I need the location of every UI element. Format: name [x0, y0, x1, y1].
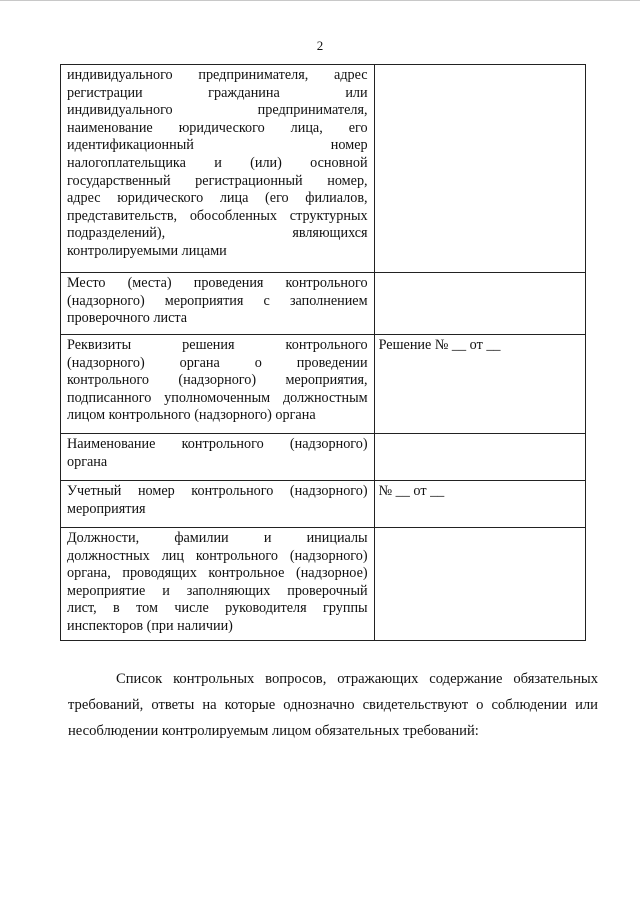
row-label — [61, 434, 375, 481]
paragraph-line: несоблюдении контролируемым лицом обязательных требований: — [68, 723, 479, 739]
row-label-line: представительств, обособленных структурных — [67, 207, 368, 224]
row-label-line: Учетный номер контрольного (надзорного) — [67, 483, 368, 499]
row-label-line: мероприятия — [67, 500, 146, 517]
row-label-line: Реквизиты решения контрольного — [67, 337, 368, 353]
row-label-line: Место (места) проведения контрольного — [67, 275, 368, 291]
row-label-line: (надзорного) органа о проведении — [67, 354, 368, 371]
row-label-line: инспекторов (при наличии) — [67, 617, 233, 634]
row-label-line: наименование юридического лица, его — [67, 119, 368, 136]
row-value — [374, 273, 585, 335]
row-label-line: мероприятие и заполняющих проверочный — [67, 582, 368, 599]
paragraph-line: требований, ответы на которые однозначно свидетельствуют о соблюдении или — [68, 697, 598, 713]
row-label-line: подписанного уполномоченным должностным — [67, 389, 368, 406]
row-value — [374, 65, 585, 273]
row-value: № __ от __ — [374, 481, 585, 528]
row-label — [61, 65, 375, 273]
row-label-line: регистрации гражданина или — [67, 84, 368, 101]
inspection-form-table — [60, 64, 586, 641]
row-value: Решение № __ от __ — [374, 335, 585, 434]
row-label-line: налогоплательщика и (или) основной — [67, 154, 368, 171]
row-label-line: органа — [67, 453, 108, 470]
row-label-line: адрес юридического лица (его филиалов, — [67, 190, 368, 207]
table-row — [61, 335, 586, 434]
row-label — [61, 335, 375, 434]
row-label-line: государственный регистрационный номер, — [67, 172, 368, 189]
row-label-line: Должности, фамилии и инициалы — [67, 530, 368, 546]
row-label-line: контрольного (надзорного) мероприятия, — [67, 372, 368, 389]
row-label-line: идентификационный номер — [67, 137, 368, 154]
row-label — [61, 528, 375, 641]
row-label-line: подразделений), являющихся — [67, 225, 368, 242]
row-value — [374, 528, 585, 641]
checklist-intro-paragraph — [68, 666, 598, 744]
row-value — [374, 434, 585, 481]
row-label — [61, 481, 375, 528]
page-number: 2 — [316, 38, 324, 53]
row-label — [61, 273, 375, 335]
table-row — [61, 65, 586, 273]
row-label-line: должностных лиц контрольного (надзорного) — [67, 547, 368, 564]
row-label-line: лицом контрольного (надзорного) органа — [67, 407, 316, 424]
row-label-line: проверочного листа — [67, 310, 188, 327]
row-label-line: Наименование контрольного (надзорного) — [67, 436, 368, 452]
paragraph-line: Список контрольных вопросов, отражающих содержание обязательных — [116, 671, 598, 687]
row-label-line: органа, проводящих контрольное (надзорное) — [67, 565, 368, 582]
row-label-line: индивидуального предпринимателя, — [67, 102, 368, 119]
table-row — [61, 528, 586, 641]
row-label-line: контролируемыми лицами — [67, 242, 227, 259]
row-label-line: индивидуального предпринимателя, адрес — [67, 67, 368, 83]
top-rule — [0, 0, 640, 1]
row-label-line: лист, в том числе руководителя группы — [67, 600, 368, 617]
row-label-line: (надзорного) мероприятия с заполнением — [67, 292, 368, 309]
table-row — [61, 434, 586, 481]
table-row — [61, 481, 586, 528]
table-row — [61, 273, 586, 335]
